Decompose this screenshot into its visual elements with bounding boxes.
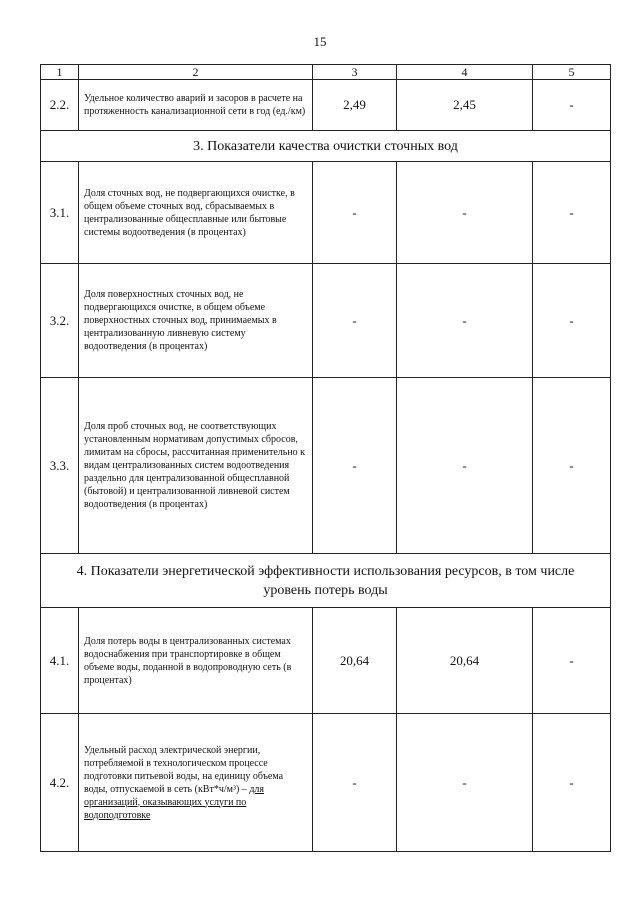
row-number: 2.2. <box>41 80 79 131</box>
value-col-4: 2,45 <box>397 80 533 131</box>
value-col-3: 20,64 <box>313 608 397 714</box>
row-description: Доля поверхностных сточных вод, не подвергающихся очистке, в общем объеме поверхностных сточных вод, принимаемых в централизованную ливневую систему водоотведения (в процентах) <box>79 264 313 378</box>
page-number: 15 <box>313 34 327 49</box>
value-col-5: - <box>533 162 611 264</box>
table-row <box>41 80 611 131</box>
row-number: 4.1. <box>41 608 79 714</box>
value-col-5: - <box>533 378 611 554</box>
table-row <box>41 714 611 852</box>
section-row <box>41 554 611 608</box>
row-number: 3.1. <box>41 162 79 264</box>
value-col-3: 2,49 <box>313 80 397 131</box>
section-title-3: 3. Показатели качества очистки сточных вод <box>41 131 611 162</box>
value-col-5: - <box>533 80 611 131</box>
header-col-3: 3 <box>313 65 397 80</box>
value-col-4: - <box>397 264 533 378</box>
header-row <box>41 65 611 80</box>
value-col-5: - <box>533 264 611 378</box>
row-description <box>79 714 313 852</box>
section-title-4: 4. Показатели энергетической эффективности использования ресурсов, в том числе уровень потерь воды <box>41 554 611 608</box>
row-number: 3.2. <box>41 264 79 378</box>
value-col-4: 20,64 <box>397 608 533 714</box>
row-number: 4.2. <box>41 714 79 852</box>
value-col-3: - <box>313 162 397 264</box>
row-number: 3.3. <box>41 378 79 554</box>
description-underlined-text: для организаций, оказывающих услуги по водоподготовке <box>84 783 264 821</box>
description-text: Удельный расход электрической энергии, потребляемой в технологическом процессе подготовки питьевой воды, на единицу объема воды, отпускаемой в сеть (кВт*ч/м³) – <box>84 744 284 795</box>
header-col-1: 1 <box>41 65 79 80</box>
value-col-3: - <box>313 378 397 554</box>
value-col-4: - <box>397 162 533 264</box>
header-col-2: 2 <box>79 65 313 80</box>
table-row <box>41 608 611 714</box>
value-col-5: - <box>533 714 611 852</box>
header-col-4: 4 <box>397 65 533 80</box>
value-col-5: - <box>533 608 611 714</box>
value-col-4: - <box>397 714 533 852</box>
value-col-3: - <box>313 264 397 378</box>
table-row <box>41 378 611 554</box>
value-col-4: - <box>397 378 533 554</box>
header-col-5: 5 <box>533 65 611 80</box>
section-row <box>41 131 611 162</box>
row-description: Доля потерь воды в централизованных системах водоснабжения при транспортировке в общем объеме воды, поданной в водопроводную сеть (в процентах) <box>79 608 313 714</box>
value-col-3: - <box>313 714 397 852</box>
row-description: Доля сточных вод, не подвергающихся очистке, в общем объеме сточных вод, сбрасываемых в централизованные общесплавные или бытовые системы водоотведения (в процентах) <box>79 162 313 264</box>
row-description: Удельное количество аварий и засоров в расчете на протяженность канализационной сети в год (ед./км) <box>79 80 313 131</box>
indicators-table <box>40 64 611 852</box>
table-row <box>41 162 611 264</box>
row-description: Доля проб сточных вод, не соответствующих установленным нормативам допустимых сбросов, лимитам на сбросы, рассчитанная применительно к видам централизованных систем водоотведения раздельно для централизованной общесплавной (бытовой) и централизованной ливневой систем водоотведения (в процентах) <box>79 378 313 554</box>
table-row <box>41 264 611 378</box>
